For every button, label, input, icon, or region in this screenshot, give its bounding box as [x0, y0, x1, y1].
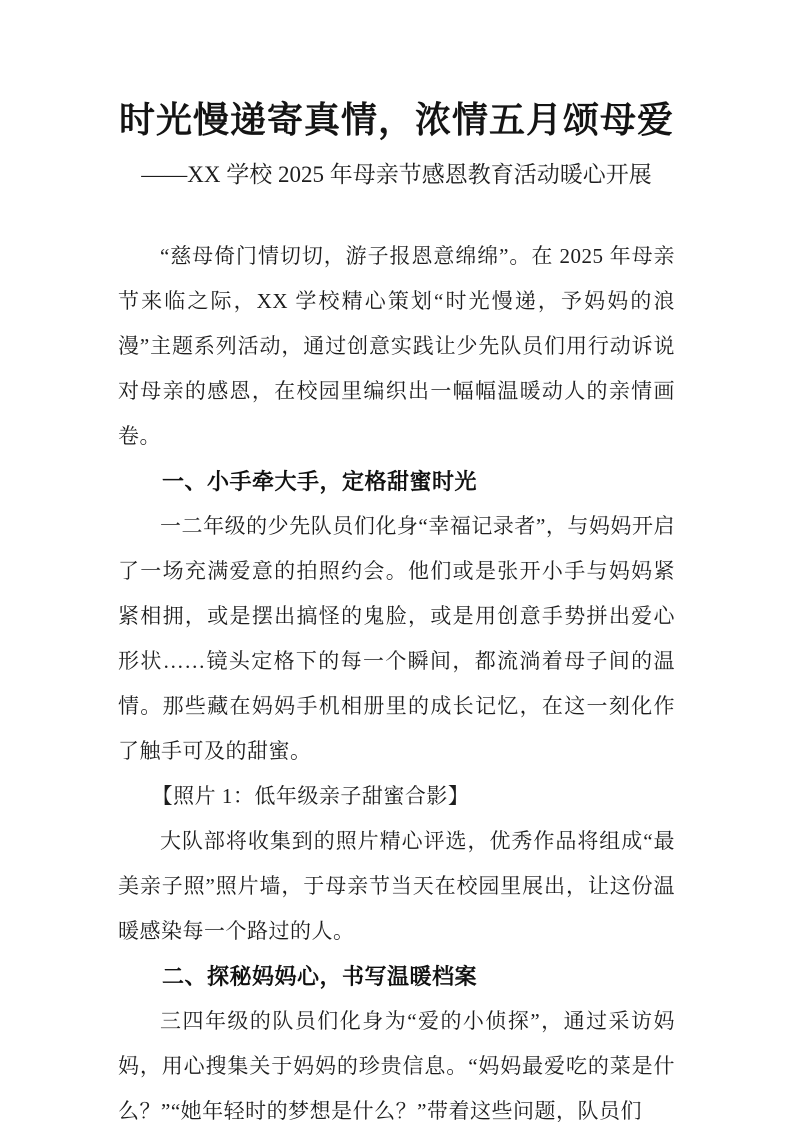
section-heading-2: 二、探秘妈妈心，书写温暖档案 [162, 964, 478, 989]
photo-caption-1: 【照片 1：低年级亲子甜蜜合影】 [151, 784, 470, 808]
paragraph-photo-wall: 大队部将收集到的照片精心评选，优秀作品将组成“最美亲子照”照片墙，于母亲节当天在校园里展出，让这份温暖感染每一个路过的人。 [118, 829, 675, 943]
doc-title: 时光慢递寄真情，浓情五月颂母爱 [118, 100, 674, 140]
doc-content [118, 234, 675, 1122]
paragraph-intro: “慈母倚门情切切，游子报恩意绵绵”。在 2025 年母亲节来临之际，XX 学校精心策划“时光慢递，予妈妈的浪漫”主题系列活动，通过创意实践让少先队员们用行动诉说对母亲的感恩，在校园里编织出一幅幅温暖动人的亲情画卷。 [118, 244, 675, 448]
paragraph-section2: 三四年级的队员们化身为“爱的小侦探”，通过采访妈妈，用心搜集关于妈妈的珍贵信息。“妈妈最爱吃的菜是什么？”“她年轻时的梦想是什么？”带着这些问题，队员们 [118, 1009, 675, 1122]
paragraph-section1: 一二年级的少先队员们化身“幸福记录者”，与妈妈开启了一场充满爱意的拍照约会。他们或是张开小手与妈妈紧紧相拥，或是摆出搞怪的鬼脸，或是用创意手势拼出爱心形状……镜头定格下的每一个瞬间，都流淌着母子间的温情。那些藏在妈妈手机相册里的成长记忆，在这一刻化作了触手可及的甜蜜。 [118, 514, 675, 763]
doc-subtitle: ——XX 学校 2025 年母亲节感恩教育活动暖心开展 [141, 162, 652, 187]
section-heading-1: 一、小手牵大手，定格甜蜜时光 [162, 469, 478, 494]
